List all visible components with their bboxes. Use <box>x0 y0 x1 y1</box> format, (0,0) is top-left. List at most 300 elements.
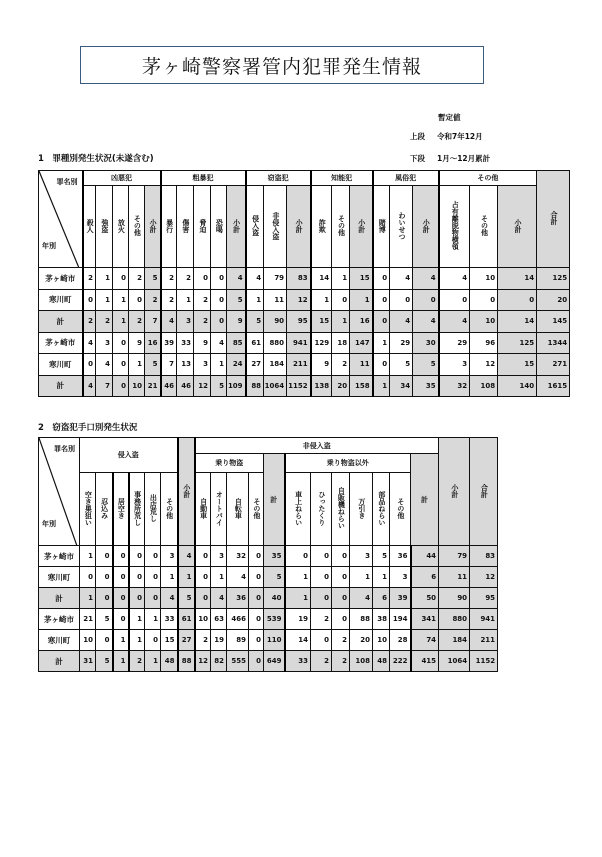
table-cell: 27 <box>178 630 195 651</box>
table-cell: 4 <box>227 268 246 290</box>
table-cell: 2 <box>311 609 332 630</box>
group-header: 凶悪犯 <box>83 171 161 186</box>
table-cell: 11 <box>439 567 470 588</box>
table-cell: 1 <box>96 289 113 311</box>
group-header: その他 <box>439 171 537 186</box>
table-cell: 40 <box>264 588 285 609</box>
table-cell: 16 <box>350 311 373 333</box>
group-header-intrusion: 侵入盗 <box>80 438 178 473</box>
row-label: 茅ヶ崎市 <box>39 609 80 630</box>
column-header-vehicle-total: 計 <box>264 454 285 546</box>
table-cell: 15 <box>311 311 332 333</box>
table-cell: 5 <box>211 375 227 397</box>
table-cell: 108 <box>350 651 373 672</box>
subgroup-header-vehicle: 乗り物盗 <box>195 454 264 473</box>
table-cell: 3 <box>350 546 373 567</box>
column-header: 事務所荒し <box>129 473 145 546</box>
table-cell: 24 <box>227 354 246 376</box>
table-cell: 0 <box>113 332 129 354</box>
table-cell: 1 <box>113 311 129 333</box>
table-cell: 649 <box>264 651 285 672</box>
table-cell: 4 <box>83 375 96 397</box>
table-cell: 0 <box>439 289 470 311</box>
table-cell: 1 <box>96 268 113 290</box>
column-header: 暴行 <box>161 186 177 268</box>
table-cell: 0 <box>332 609 350 630</box>
table-cell: 109 <box>227 375 246 397</box>
table-cell: 0 <box>195 567 211 588</box>
table-cell: 1 <box>177 289 194 311</box>
column-header: 小計 <box>145 186 161 268</box>
column-header: 空き巣狙い <box>80 473 96 546</box>
table-cell: 2 <box>194 289 211 311</box>
table-cell: 1 <box>145 651 161 672</box>
table-cell: 5 <box>390 354 413 376</box>
table-cell: 2 <box>96 311 113 333</box>
group-header: 風俗犯 <box>373 171 439 186</box>
subgroup-header-non-vehicle: 乗り物盗以外 <box>285 454 411 473</box>
table-cell: 15 <box>498 354 537 376</box>
table-cell: 95 <box>470 588 498 609</box>
column-header: 忍込み <box>96 473 113 546</box>
column-header: 小計 <box>413 186 439 268</box>
table-cell: 4 <box>439 268 470 290</box>
table-cell: 0 <box>332 289 350 311</box>
table-cell: 83 <box>287 268 311 290</box>
table-cell: 4 <box>83 332 96 354</box>
table-cell: 0 <box>96 588 113 609</box>
table-cell: 0 <box>129 567 145 588</box>
table-cell: 1 <box>113 630 129 651</box>
column-header: その他 <box>249 473 264 546</box>
row-label: 茅ヶ崎市 <box>39 546 80 567</box>
table-cell: 2 <box>195 630 211 651</box>
column-header: 部品ねらい <box>373 473 390 546</box>
table-cell: 48 <box>373 651 390 672</box>
table-cell: 4 <box>350 588 373 609</box>
table-cell: 88 <box>350 609 373 630</box>
table-cell: 83 <box>470 546 498 567</box>
column-header: 自動車 <box>195 473 211 546</box>
table-cell: 4 <box>96 354 113 376</box>
column-header: 強盗 <box>96 186 113 268</box>
table-cell: 6 <box>411 567 439 588</box>
table-cell: 0 <box>195 546 211 567</box>
column-header: ひったくり <box>311 473 332 546</box>
table-cell: 0 <box>96 546 113 567</box>
table-row <box>39 375 570 397</box>
table-cell: 5 <box>264 567 285 588</box>
table-cell: 33 <box>177 332 194 354</box>
table-cell: 0 <box>249 630 264 651</box>
table-cell: 28 <box>390 630 411 651</box>
table-cell: 48 <box>161 651 178 672</box>
table-cell: 1 <box>211 567 227 588</box>
table-cell: 15 <box>350 268 373 290</box>
row-label: 計 <box>39 311 83 333</box>
table-cell: 129 <box>311 332 332 354</box>
table-cell: 1 <box>80 546 96 567</box>
upper-value: 令和7年12月 <box>437 132 483 141</box>
table-cell: 10 <box>195 609 211 630</box>
row-label: 寒川町 <box>39 567 80 588</box>
table-row <box>39 630 498 651</box>
table-cell: 1 <box>80 588 96 609</box>
table-cell: 0 <box>113 375 129 397</box>
table-cell: 4 <box>439 311 470 333</box>
table-cell: 0 <box>113 567 129 588</box>
table-cell: 3 <box>161 546 178 567</box>
group-header-non-intrusion: 非侵入盗 <box>195 438 439 454</box>
table-cell: 0 <box>83 289 96 311</box>
column-header: 占有離脱物横領 <box>439 186 470 268</box>
table-cell: 4 <box>161 311 177 333</box>
table-cell: 145 <box>537 311 570 333</box>
table-cell: 19 <box>285 609 311 630</box>
crime-type-table <box>38 170 570 397</box>
table-cell: 0 <box>332 567 350 588</box>
table-cell: 0 <box>96 630 113 651</box>
table-cell: 0 <box>332 546 350 567</box>
lower-value: 1月～12月累計 <box>437 154 491 163</box>
table-row <box>39 354 570 376</box>
table-cell: 0 <box>413 289 439 311</box>
table-cell: 79 <box>439 546 470 567</box>
table-cell: 10 <box>129 375 145 397</box>
table-cell: 0 <box>249 609 264 630</box>
table-cell: 222 <box>390 651 411 672</box>
table-cell: 85 <box>227 332 246 354</box>
table-cell: 0 <box>145 546 161 567</box>
table-cell: 39 <box>161 332 177 354</box>
table-cell: 12 <box>287 289 311 311</box>
table-cell: 90 <box>264 311 287 333</box>
table-cell: 0 <box>249 546 264 567</box>
table-cell: 555 <box>227 651 249 672</box>
section-2-title: 2 窃盗犯手口別発生状況 <box>38 423 138 433</box>
table-cell: 1344 <box>537 332 570 354</box>
table-cell: 0 <box>390 289 413 311</box>
table-cell: 16 <box>145 332 161 354</box>
table-cell: 32 <box>439 375 470 397</box>
table-cell: 5 <box>145 354 161 376</box>
table-cell: 20 <box>332 375 350 397</box>
corner-top-label: 罪名別 <box>56 178 78 186</box>
table-cell: 10 <box>373 630 390 651</box>
table-cell: 44 <box>411 546 439 567</box>
table-cell: 941 <box>287 332 311 354</box>
table-cell: 3 <box>439 354 470 376</box>
table-cell: 82 <box>211 651 227 672</box>
page-title: 茅ヶ崎警察署管内犯罪発生情報 <box>80 46 484 84</box>
table-cell: 7 <box>161 354 177 376</box>
table-cell: 0 <box>332 588 350 609</box>
column-header: 賭博 <box>373 186 390 268</box>
row-label: 寒川町 <box>39 289 83 311</box>
column-header: 自転車 <box>227 473 249 546</box>
column-header: わいせつ <box>390 186 413 268</box>
table-cell: 0 <box>96 567 113 588</box>
table-row <box>39 609 498 630</box>
table-cell: 1 <box>311 289 332 311</box>
table-cell: 1064 <box>439 651 470 672</box>
table-cell: 1 <box>332 268 350 290</box>
table-cell: 2 <box>332 651 350 672</box>
table-cell: 4 <box>390 311 413 333</box>
table-row <box>39 588 498 609</box>
table-cell: 20 <box>537 289 570 311</box>
column-header: 万引き <box>350 473 373 546</box>
table-cell: 0 <box>113 354 129 376</box>
table-cell: 9 <box>311 354 332 376</box>
table-cell: 0 <box>129 546 145 567</box>
table-cell: 0 <box>470 289 498 311</box>
column-header: 小計 <box>350 186 373 268</box>
column-header: 傷害 <box>177 186 194 268</box>
table-cell: 27 <box>246 354 264 376</box>
table-cell: 13 <box>177 354 194 376</box>
table-cell: 4 <box>413 268 439 290</box>
table-cell: 10 <box>470 311 498 333</box>
table-cell: 2 <box>129 268 145 290</box>
table-row <box>39 311 570 333</box>
column-header: 脅迫 <box>194 186 211 268</box>
table-cell: 4 <box>227 567 249 588</box>
table-cell: 11 <box>350 354 373 376</box>
table-cell: 466 <box>227 609 249 630</box>
provisional-note: 暫定値 <box>438 113 461 122</box>
table-cell: 61 <box>246 332 264 354</box>
table-cell: 0 <box>373 354 390 376</box>
group-header: 粗暴犯 <box>161 171 246 186</box>
column-header: 恐喝 <box>211 186 227 268</box>
table-cell: 184 <box>264 354 287 376</box>
column-header: 殺人 <box>83 186 96 268</box>
table-cell: 0 <box>311 567 332 588</box>
table-cell: 1 <box>332 311 350 333</box>
upper-label: 上段 <box>410 132 425 141</box>
table-cell: 0 <box>249 651 264 672</box>
column-header: 小計 <box>227 186 246 268</box>
table-cell: 2 <box>161 268 177 290</box>
table-row <box>39 567 498 588</box>
corner-bottom-label: 年別 <box>42 520 56 528</box>
table-cell: 14 <box>311 268 332 290</box>
table-cell: 138 <box>311 375 332 397</box>
column-header: 出店荒し <box>145 473 161 546</box>
table-cell: 6 <box>373 588 390 609</box>
table-cell: 29 <box>390 332 413 354</box>
table-cell: 29 <box>439 332 470 354</box>
table-cell: 110 <box>264 630 285 651</box>
table-cell: 11 <box>264 289 287 311</box>
table-cell: 2 <box>332 354 350 376</box>
table-cell: 88 <box>178 651 195 672</box>
group-header: 窃盗犯 <box>246 171 311 186</box>
table-cell: 0 <box>373 289 390 311</box>
table-cell: 0 <box>285 546 311 567</box>
table-cell: 0 <box>129 588 145 609</box>
table-cell: 5 <box>96 651 113 672</box>
table-row <box>39 546 498 567</box>
table-cell: 14 <box>285 630 311 651</box>
corner-top-label: 罪名別 <box>54 445 75 453</box>
table-cell: 12 <box>470 354 498 376</box>
table-cell: 158 <box>350 375 373 397</box>
row-label: 計 <box>39 651 80 672</box>
table-cell: 125 <box>537 268 570 290</box>
table-cell: 1615 <box>537 375 570 397</box>
table-cell: 1152 <box>470 651 498 672</box>
table-cell: 0 <box>145 588 161 609</box>
table-cell: 1 <box>350 567 373 588</box>
table-cell: 96 <box>470 332 498 354</box>
table-cell: 7 <box>145 311 161 333</box>
table-cell: 95 <box>287 311 311 333</box>
table-cell: 3 <box>211 546 227 567</box>
table-cell: 125 <box>498 332 537 354</box>
table-cell: 2 <box>194 311 211 333</box>
table-cell: 19 <box>211 630 227 651</box>
table2-corner-header <box>39 438 80 546</box>
table-cell: 5 <box>373 546 390 567</box>
table-cell: 2 <box>332 630 350 651</box>
table-cell: 32 <box>227 546 249 567</box>
table-cell: 14 <box>498 268 537 290</box>
table-cell: 14 <box>498 311 537 333</box>
table-cell: 5 <box>178 588 195 609</box>
row-label: 計 <box>39 375 83 397</box>
table-cell: 46 <box>177 375 194 397</box>
table-cell: 1 <box>178 567 195 588</box>
table-cell: 0 <box>211 311 227 333</box>
table-cell: 4 <box>161 588 178 609</box>
table-cell: 35 <box>264 546 285 567</box>
table-cell: 50 <box>411 588 439 609</box>
table-cell: 89 <box>227 630 249 651</box>
table-cell: 1 <box>129 354 145 376</box>
row-label: 茅ヶ崎市 <box>39 332 83 354</box>
column-header: その他 <box>470 186 498 268</box>
table-cell: 79 <box>264 268 287 290</box>
table-cell: 0 <box>194 268 211 290</box>
table-cell: 539 <box>264 609 285 630</box>
table-cell: 5 <box>145 268 161 290</box>
table-cell: 33 <box>285 651 311 672</box>
table-cell: 21 <box>145 375 161 397</box>
table-cell: 0 <box>311 546 332 567</box>
table-cell: 7 <box>96 375 113 397</box>
table-cell: 20 <box>350 630 373 651</box>
table-cell: 1 <box>285 588 311 609</box>
table-cell: 12 <box>470 567 498 588</box>
table-cell: 31 <box>80 651 96 672</box>
table-cell: 1 <box>113 289 129 311</box>
table-cell: 0 <box>129 289 145 311</box>
table-cell: 1 <box>373 567 390 588</box>
table-cell: 1 <box>129 609 145 630</box>
group-header: 知能犯 <box>311 171 373 186</box>
column-header: 侵入盗 <box>246 186 264 268</box>
table-cell: 39 <box>390 588 411 609</box>
table-cell: 2 <box>311 651 332 672</box>
table-cell: 2 <box>129 651 145 672</box>
table-cell: 271 <box>537 354 570 376</box>
column-header: その他 <box>332 186 350 268</box>
table-cell: 34 <box>390 375 413 397</box>
column-header: その他 <box>390 473 411 546</box>
table-cell: 341 <box>411 609 439 630</box>
table-cell: 4 <box>390 268 413 290</box>
table-cell: 0 <box>145 567 161 588</box>
row-label: 茅ヶ崎市 <box>39 268 83 290</box>
table-cell: 211 <box>470 630 498 651</box>
table-cell: 941 <box>470 609 498 630</box>
table-cell: 1 <box>285 567 311 588</box>
table-cell: 61 <box>178 609 195 630</box>
table-cell: 3 <box>194 354 211 376</box>
table-cell: 0 <box>113 609 129 630</box>
table-cell: 0 <box>211 289 227 311</box>
row-label: 計 <box>39 588 80 609</box>
theft-method-table <box>38 437 498 672</box>
table-cell: 18 <box>332 332 350 354</box>
table-cell: 3 <box>390 567 411 588</box>
table-cell: 1 <box>373 332 390 354</box>
table-cell: 1 <box>113 651 129 672</box>
table-cell: 1 <box>211 354 227 376</box>
table-cell: 140 <box>498 375 537 397</box>
table-cell: 2 <box>129 311 145 333</box>
column-header: 放火 <box>113 186 129 268</box>
table-cell: 38 <box>373 609 390 630</box>
column-header: その他 <box>161 473 178 546</box>
lower-label: 下段 <box>410 154 425 163</box>
table-cell: 5 <box>246 311 264 333</box>
table-cell: 9 <box>129 332 145 354</box>
table-cell: 1 <box>161 567 178 588</box>
table-cell: 35 <box>413 375 439 397</box>
table-cell: 0 <box>311 588 332 609</box>
table-cell: 1 <box>145 609 161 630</box>
table-cell: 10 <box>470 268 498 290</box>
table-cell: 0 <box>311 630 332 651</box>
table-cell: 0 <box>83 354 96 376</box>
table-cell: 12 <box>194 375 211 397</box>
column-header: 居空き <box>113 473 129 546</box>
table-cell: 880 <box>439 609 470 630</box>
table-cell: 147 <box>350 332 373 354</box>
column-header: 車上ねらい <box>285 473 311 546</box>
table-cell: 3 <box>177 311 194 333</box>
table-cell: 184 <box>439 630 470 651</box>
table-cell: 108 <box>470 375 498 397</box>
table-row <box>39 268 570 290</box>
table-cell: 1 <box>246 289 264 311</box>
column-header: 非侵入盗 <box>264 186 287 268</box>
table-cell: 1152 <box>287 375 311 397</box>
column-header-grand-total: 合計 <box>470 438 498 546</box>
column-header: その他 <box>129 186 145 268</box>
table-row <box>39 289 570 311</box>
table-cell: 4 <box>413 311 439 333</box>
table-cell: 12 <box>195 651 211 672</box>
column-header: オートバイ <box>211 473 227 546</box>
column-header-total: 合計 <box>537 171 570 268</box>
table-cell: 1 <box>373 375 390 397</box>
column-header: 自販機ねらい <box>332 473 350 546</box>
table-cell: 36 <box>390 546 411 567</box>
